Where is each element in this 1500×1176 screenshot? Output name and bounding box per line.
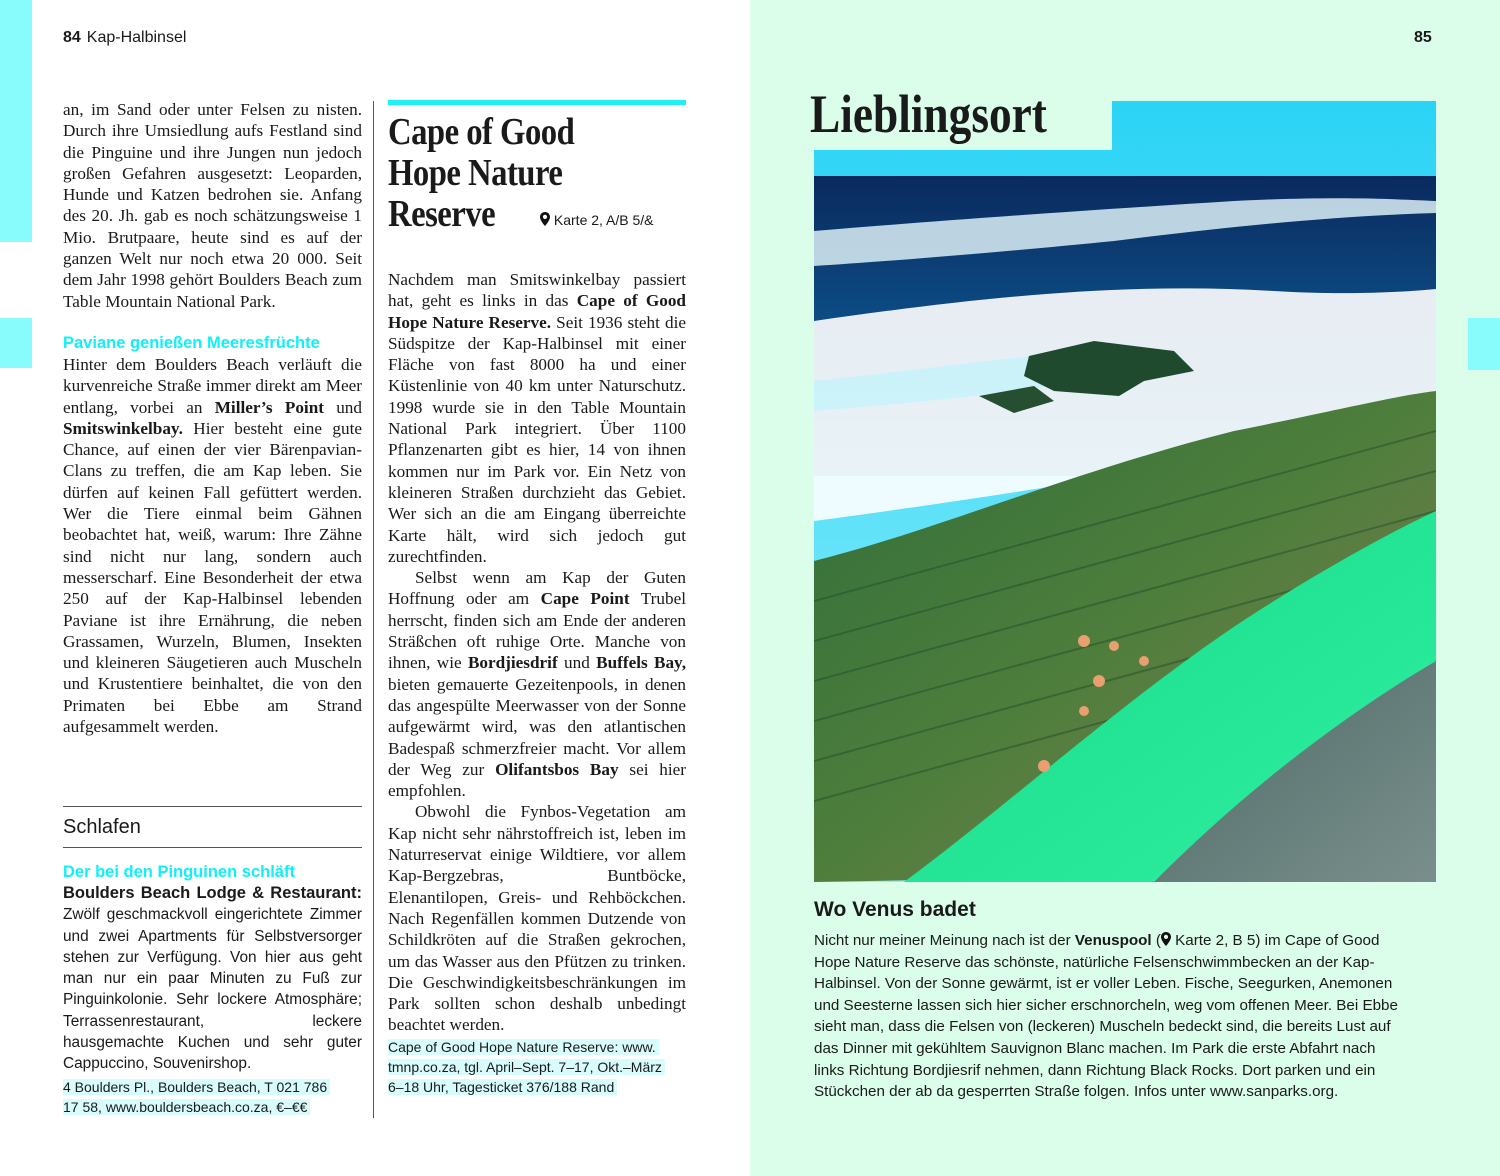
photo-illustration	[814, 101, 1436, 882]
paragraph-penguins: an, im Sand oder unter Felsen zu nisten. Durch ihre Umsiedlung aufs Festland sind die Pinguine und ihre Jungen nun jedoch großen Gefahren ausgesetzt: Leoparden, Hunde und Katzen bedrohen sie. Anfang des 20. Jh. gab es noch schätzungsweise 1 Mio. Brutpaare, heute sind es auf der ganzen Welt nur noch etwa 20 000. Seit dem Jahr 1998 gehört Boulders Beach zum Table Mountain National Park.	[63, 100, 362, 311]
paragraph-reserve-intro: Nachdem man Smitswinkelbay passiert hat, geht es links in das Cape of Good Hope Nature Reserve. Seit 1936 steht die Südspitze der Kap-Halbinsel mit einer Fläche von fast 8000 ha und einer Küstenlinie von 40 km unter Naturschutz. 1998 wurde sie in den Table Mountain National Park integriert. Über 1100 Pflanzenarten gibt es hier, 14 von ihnen kommen nur im Park vor. Ein Netz von kleineren Straßen durchzieht das Gebiet. Wer sich an die am Eingang überreichte Karte hält, wird sich jedoch gut zurechtfinden.	[388, 270, 686, 566]
page-number-right: 85	[1414, 29, 1432, 46]
venus-map-ref: Karte 2, B 5	[1175, 932, 1256, 949]
reserve-info-line3: 6–18 Uhr, Tagesticket 376/188 Rand	[388, 1079, 617, 1095]
bold-olifantsbos-bay: Olifantsbos Bay	[495, 759, 619, 779]
map-pin-icon	[1161, 932, 1171, 946]
thumb-tab-right	[1468, 318, 1500, 370]
map-ref-text: Karte 2, A/B 5/&	[553, 212, 654, 228]
map-pin-icon	[540, 212, 550, 226]
accent-rule	[388, 100, 686, 105]
bold-millers-point: Miller’s Point	[214, 397, 324, 417]
thumb-tab-top	[0, 0, 32, 242]
paragraph-wildlife: Obwohl die Fynbos-Vegetation am Kap nicht sehr nährstoffreich ist, leben im Naturreservat einige Wildtiere, vor allem Kap-Bergzebras, Buntböcke, Elenantilopen, Greis- und Rehböckchen. Nach Regenfällen kommen Dutzende von Schildkröten auf die Straßen gekrochen, um das Wasser aus den Pfützen zu trinken. Die Geschwindigkeitsbeschränkungen im Park sollten schon deshalb unbedingt beachtet werden.	[388, 802, 686, 1035]
rock-pool-photo	[814, 101, 1436, 882]
column-1	[63, 99, 362, 737]
feature-body: Nicht nur meiner Meinung nach ist der Venuspool ( Karte 2, B 5) im Cape of Good Hope Nature Reserve das schönste, natürliche Felsenschwimmbecken an der Kap-Halbinsel. Von der Sonne gewärmt, ist er voller Leben. Fische, Seegurken, Anemonen und Seesterne lassen sich hier sicher erschnorcheln, weg vom offenen Meer. Bei Ebbe sieht man, dass die Felsen von (leckeren) Muscheln bedeckt sind, die bereits Lust auf das Dinner mit gekühltem Sauvignon Blanc machen. Im Park die erste Abfahrt nach links Richtung Bordjiesrif nehmen, dann Richtung Black Rocks. Dort parken und ein Stückchen der ab da gesperrten Straße folgen. Infos unter www.sanparks.org.	[814, 932, 1398, 1101]
subhead-baboons: Paviane genießen Meeresfrüchte	[63, 333, 320, 352]
map-reference	[540, 212, 654, 228]
lodge-info-line2: 17 58, www.bouldersbeach.co.za, €–€€	[63, 1099, 310, 1115]
title-line-3: Reserve	[388, 193, 496, 235]
reserve-info	[388, 1037, 686, 1097]
bold-cape-point: Cape Point	[540, 589, 630, 609]
divider	[63, 847, 362, 848]
bold-bordjiesdrif: Bordjiesdrif	[467, 653, 558, 673]
lodge-name: Boulders Beach Lodge & Restaurant:	[63, 884, 362, 902]
bold-venuspool: Venuspool	[1074, 932, 1152, 949]
bold-smitswinkelbay: Smitswinkelbay.	[63, 418, 183, 438]
chapter-title: Kap-Halbinsel	[86, 29, 187, 46]
column-divider	[373, 101, 374, 1118]
reserve-info-line1: Cape of Good Hope Nature Reserve: www.	[388, 1039, 659, 1055]
thumb-tab-section	[0, 318, 32, 368]
feature-title: Lieblingsort	[810, 84, 1047, 144]
title-line-2: Hope Nature	[388, 152, 563, 194]
lodge-info-line1: 4 Boulders Pl., Boulders Beach, T 021 786	[63, 1079, 330, 1095]
running-head	[63, 29, 186, 47]
bold-reserve-name: Cape of Good Hope Nature Reserve.	[388, 291, 686, 332]
schlafen-section	[63, 806, 362, 1117]
bold-buffels-bay: Buffels Bay,	[596, 653, 686, 673]
lodge-info	[63, 1077, 362, 1117]
page-number-left: 84	[63, 29, 81, 46]
column-2	[388, 269, 686, 1097]
paragraph-tidal-pools: Selbst wenn am Kap der Guten Hoffnung oder am Cape Point Trubel herrscht, finden sich am Ende der anderen Sträßchen oft ruhige Orte. Manche von ihnen, wie Bordjiesdrif und Buffels Bay, bieten gemauerte Gezeitenpools, in denen das angespülte Meerwasser von der Sonne aufgewärmt wird, was den atlantischen Badespaß schmerzfreier macht. Vor allem der Weg zur Olifantsbos Bay sei hier empfohlen.	[388, 568, 686, 801]
reserve-info-line2: tmnp.co.za, tgl. April–Sept. 7–17, Okt.–März	[388, 1059, 665, 1075]
paragraph-baboons: Hinter dem Boulders Beach verläuft die kurvenreiche Straße immer direkt am Meer entlang, vorbei an Miller’s Point und Smitswinkelbay. Hier besteht eine gute Chance, auf einen der vier Bärenpavian-Clans zu treffen, die am Kap leben. Sie dürfen auf keinen Fall gefüttert werden. Wer die Tiere einmal beim Gähnen beobachtet hat, weiß, warum: Ihre Zähne sind nicht nur lang, sondern auch messerscharf. Eine Besonderheit der etwa 250 auf der Kap-Halbinsel lebenden Paviane ist ihre Ernährung, die neben Grassamen, Wurzeln, Blumen, Insekten und kleineren Säugetieren auch Muscheln und Krustentiere beinhaltet, die von den Primaten bei Ebbe am Strand aufgesammelt werden.	[63, 354, 362, 737]
title-line-1: Cape of Good	[388, 111, 575, 153]
feature-heading: Wo Venus badet	[814, 898, 976, 921]
lodge-description: Boulders Beach Lodge & Restaurant: Zwölf geschmackvoll eingerichtete Zimmer und zwei Apartments für Selbstversorger stehen zur Verfügung. Von hier aus geht man nur ein paar Minuten zu Fuß zur Pinguinkolonie. Sehr lockere Atmosphäre; Terrassenrestaurant, leckere hausgemachte Kuchen und sehr guter Cappuccino, Souvenirshop.	[63, 884, 362, 1073]
section-title-schlafen: Schlafen	[63, 816, 141, 838]
subhead-lodge: Der bei den Pinguinen schläft	[63, 863, 295, 881]
